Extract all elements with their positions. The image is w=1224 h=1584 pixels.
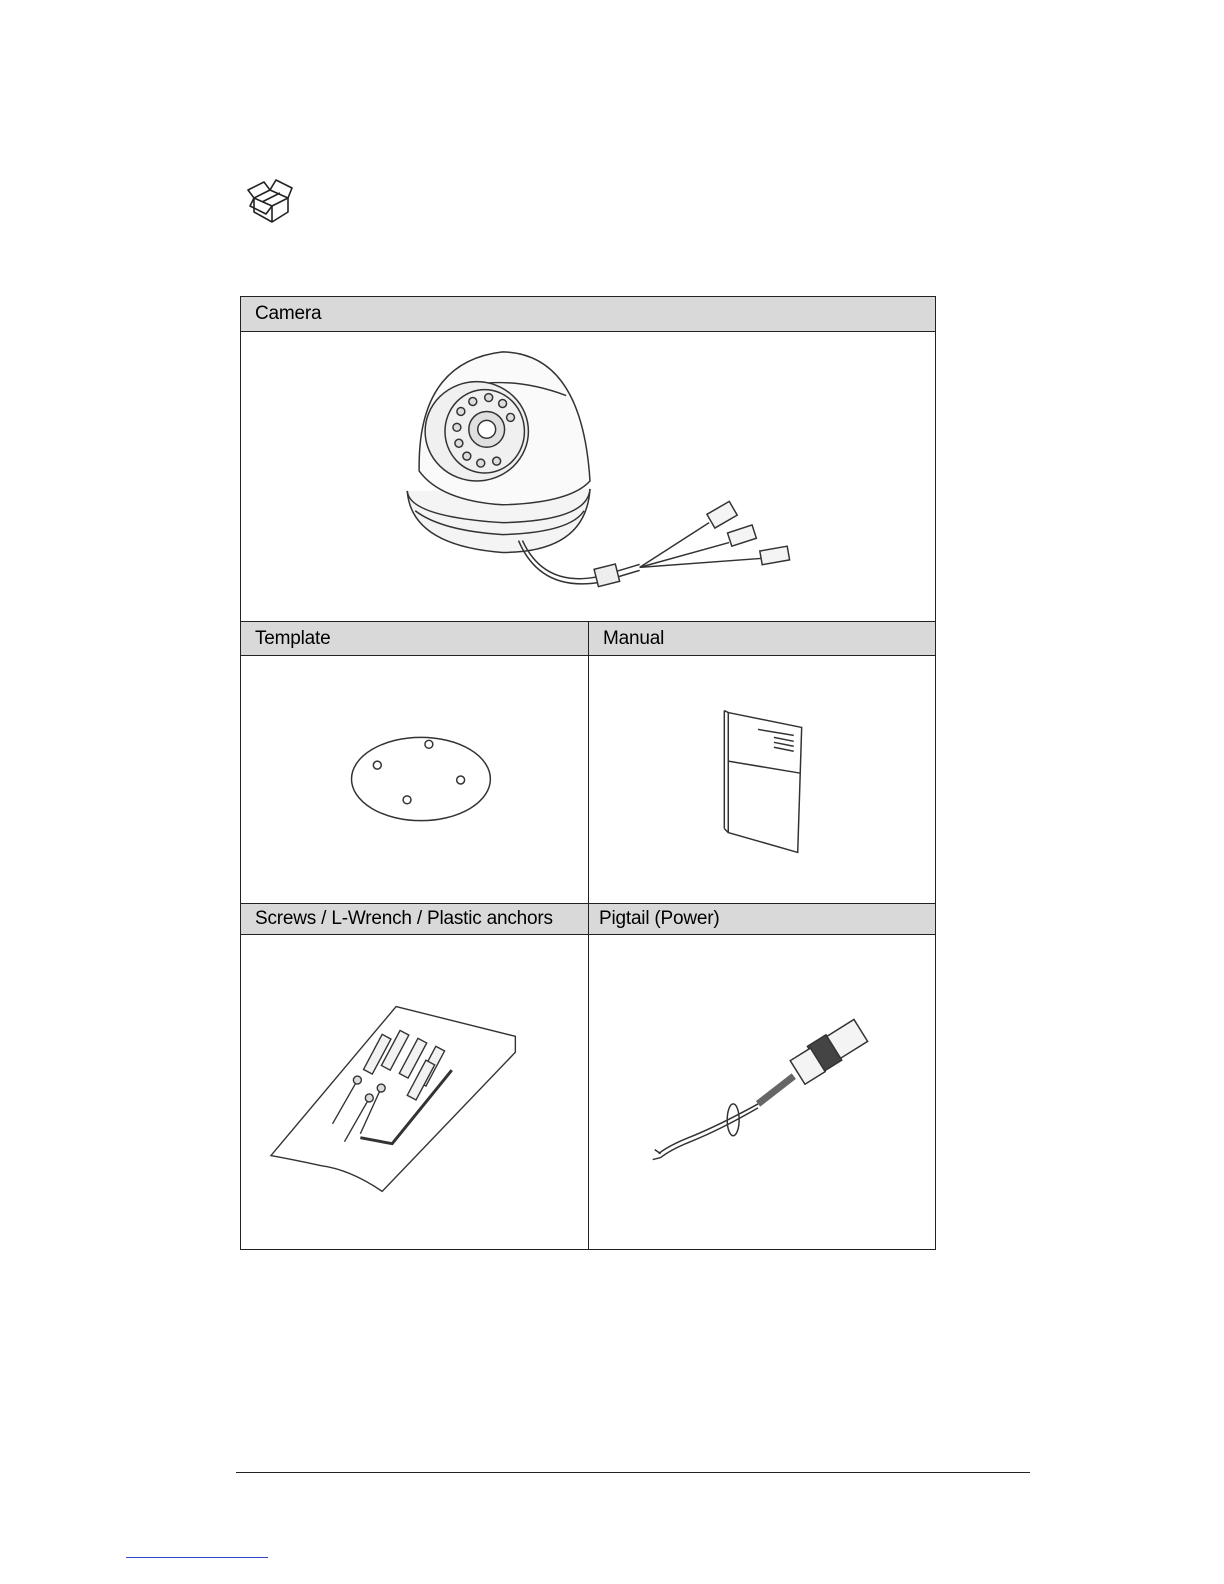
power-pigtail-illustration <box>589 935 935 1249</box>
manual-header <box>588 621 936 656</box>
template-header <box>240 621 589 656</box>
template-cell <box>240 655 589 904</box>
dome-camera-illustration <box>241 332 935 621</box>
screws-cell <box>240 934 589 1250</box>
open-box-icon <box>244 176 296 224</box>
footer-divider <box>236 1472 1030 1473</box>
manual-cell <box>588 655 936 904</box>
screws-wrench-anchors-illustration <box>241 935 588 1249</box>
screws-header <box>240 903 589 935</box>
pigtail-cell <box>588 934 936 1250</box>
mounting-template-illustration <box>241 656 588 903</box>
manual-label: Manual <box>603 627 665 649</box>
camera-header <box>240 296 936 332</box>
camera-cell <box>240 331 936 622</box>
screws-label: Screws / L-Wrench / Plastic anchors <box>255 908 553 929</box>
manual-booklet-illustration <box>589 656 935 903</box>
pigtail-label: Pigtail (Power) <box>599 908 720 929</box>
pigtail-header <box>588 903 936 935</box>
footer-link-underline <box>126 1557 268 1558</box>
package-contents-table <box>240 296 936 1250</box>
camera-label: Camera <box>255 303 322 324</box>
template-label: Template <box>255 627 331 649</box>
